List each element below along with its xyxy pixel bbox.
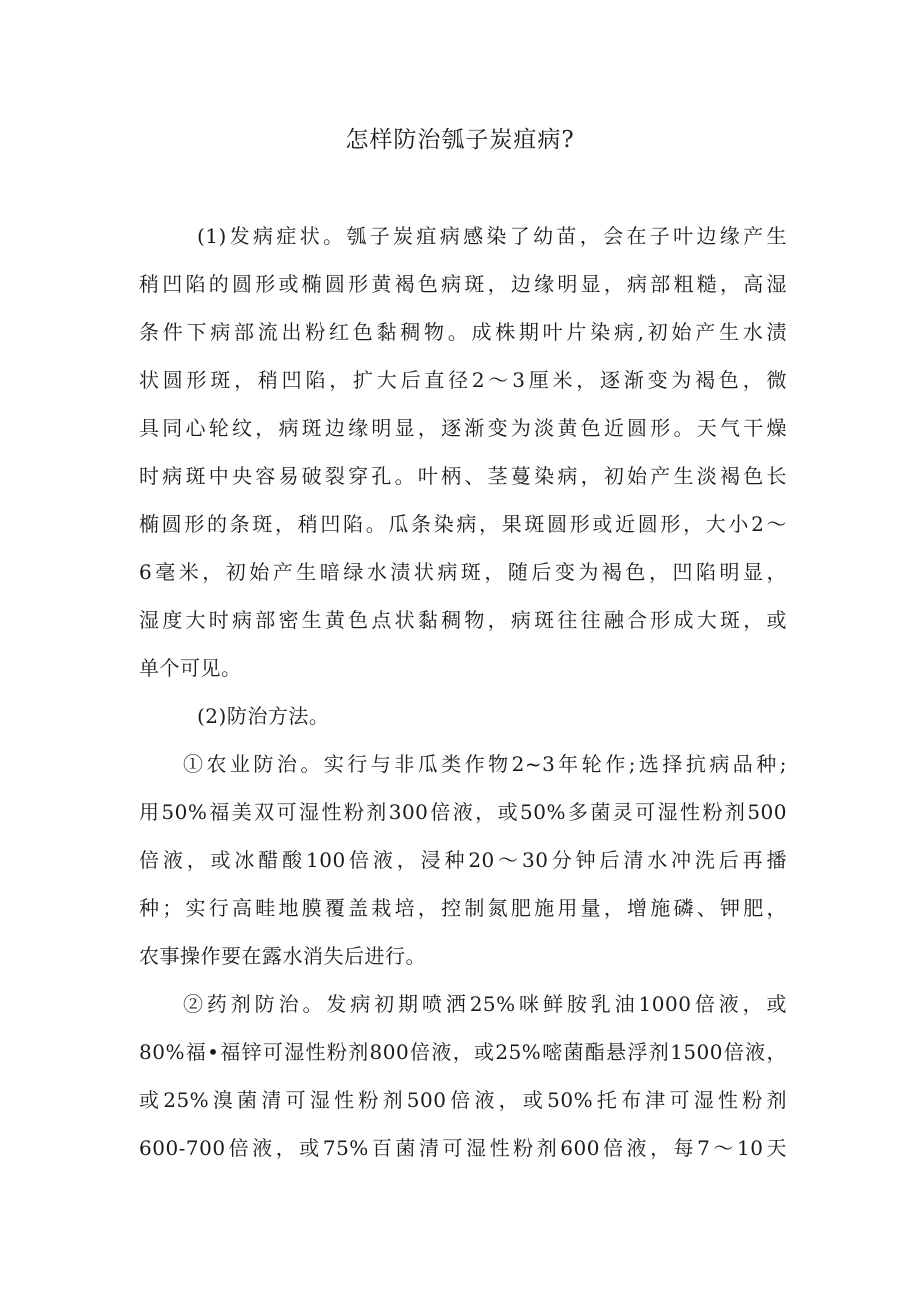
section-heading: (2)防治方法。	[197, 704, 330, 728]
text-line: 椭圆形的条斑，稍凹陷。瓜条染病，果斑圆形或近圆形，大小2～	[139, 512, 787, 536]
text-line: 种；实行高畦地膜覆盖栽培，控制氮肥施用量，增施磷、钾肥，	[139, 896, 787, 920]
text-line: ②药剂防治。发病初期喷洒25%咪鲜胺乳油1000倍液，或	[183, 992, 787, 1016]
text-line: 条件下病部流出粉红色黏稠物。成株期叶片染病,初始产生水渍	[139, 320, 787, 344]
text-line: 6毫米，初始产生暗绿水渍状病斑，随后变为褐色，凹陷明显，	[139, 560, 787, 584]
text-line: 具同心轮纹，病斑边缘明显，逐渐变为淡黄色近圆形。天气干燥	[139, 416, 787, 440]
text-line: 稍凹陷的圆形或椭圆形黄褐色病斑，边缘明显，病部粗糙，高湿	[139, 272, 787, 296]
page-title: 怎样防治瓠子炭疽病?	[345, 127, 575, 153]
text-line: 时病斑中央容易破裂穿孔。叶柄、茎蔓染病，初始产生淡褐色长	[139, 464, 787, 488]
text-line: 用50%福美双可湿性粉剂300倍液，或50%多菌灵可湿性粉剂500	[139, 800, 787, 824]
text-line: 湿度大时病部密生黄色点状黏稠物，病斑往往融合形成大斑，或	[139, 608, 787, 632]
text-line: 农事操作要在露水消失后进行。	[139, 944, 426, 968]
text-line: ①农业防治。实行与非瓜类作物2~3年轮作;选择抗病品种;	[183, 752, 787, 776]
text-line: 或25%溴菌清可湿性粉剂500倍液，或50%托布津可湿性粉剂	[139, 1088, 787, 1112]
text-line: 80%福•福锌可湿性粉剂800倍液，或25%嘧菌酯悬浮剂1500倍液，	[139, 1040, 787, 1064]
document-body	[139, 212, 787, 1172]
text-line: 单个可见。	[139, 656, 242, 680]
text-line: 600-700倍液，或75%百菌清可湿性粉剂600倍液，每7～10天	[139, 1136, 787, 1160]
text-line: (1)发病症状。瓠子炭疽病感染了幼苗，会在子叶边缘产生	[197, 224, 787, 248]
text-line: 状圆形斑，稍凹陷，扩大后直径2～3厘米，逐渐变为褐色，微	[139, 368, 787, 392]
text-line: 倍液，或冰醋酸100倍液，浸种20～30分钟后清水冲洗后再播	[139, 848, 787, 872]
